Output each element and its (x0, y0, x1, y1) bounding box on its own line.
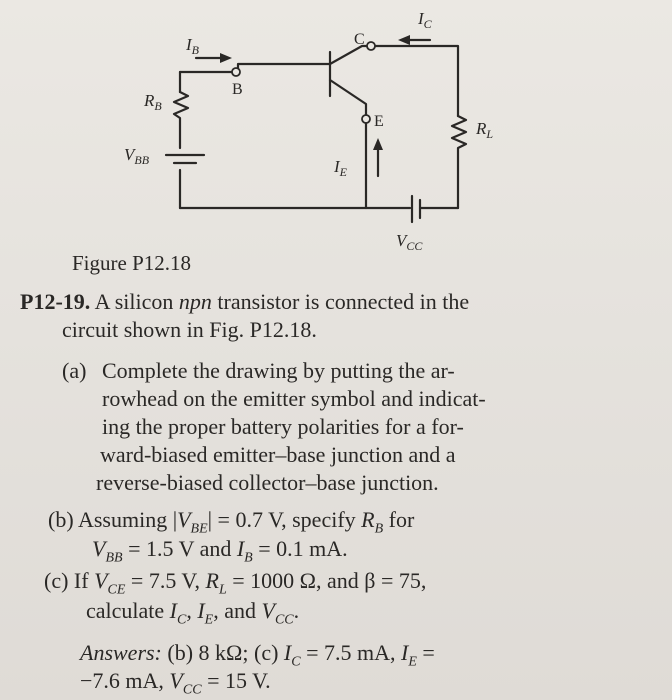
circuit-diagram (0, 0, 672, 270)
part-b-line1: (b) Assuming $|V_{BE}| = 0.7$ V, specify $R_B$ for (48, 507, 415, 537)
label-e: E (374, 113, 384, 130)
base-resistor (174, 92, 188, 148)
figure-caption: Figure P12.18 (72, 251, 192, 275)
label-ic: $I_C$ (418, 9, 432, 31)
part-b-line2: $V_{BB} = 1.5$ V and $I_B = 0.1$ mA. (92, 536, 348, 566)
part-a-line: Complete the drawing by putting the ar- (102, 358, 455, 383)
label-c: C (354, 31, 365, 48)
answers-line1: Answers: (b) 8 kΩ; (c) $I_C = 7.5$ mA, $I_E$ = (80, 640, 435, 670)
label-vcc: $V_{CC}$ (396, 231, 423, 253)
label-b: B (232, 81, 243, 98)
collector-wire (374, 46, 458, 116)
ic-arrowhead (398, 35, 410, 45)
label-ie: $I_E$ (334, 157, 348, 179)
emitter-lead (330, 80, 366, 116)
base-wire (238, 64, 330, 72)
collector-lead (330, 46, 370, 64)
terminal-b (232, 68, 240, 76)
part-a-line: ing the proper battery polarities for a for- (102, 414, 464, 439)
problem-number: P12-19. (20, 289, 91, 314)
label-ib: $I_B$ (186, 35, 200, 57)
ib-arrowhead (220, 53, 232, 63)
part-a-line: ward-biased emitter–base junction and a (100, 442, 456, 467)
part-a-label: (a) (62, 358, 87, 383)
label-rl: $R_L$ (476, 119, 494, 141)
part-c-line2: calculate $I_C$, $I_E$, and $V_{CC}$. (86, 598, 300, 628)
label-vbb: $V_{BB}$ (124, 145, 150, 167)
answers-line2: −7.6 mA, $V_{CC} = 15$ V. (80, 668, 271, 698)
problem-intro-line1: P12-19. A silicon npn transistor is connected in the (20, 289, 470, 314)
part-a-line: reverse-biased collector–base junction. (96, 470, 439, 495)
part-c-line1: (c) If $V_{CE} = 7.5$ V, $R_L = 1000$ Ω, and β = 75, (44, 568, 427, 598)
answers-label: Answers: (80, 640, 162, 665)
part-a-line: rowhead on the emitter symbol and indicat- (102, 386, 486, 411)
label-rb: $R_B$ (144, 91, 162, 113)
problem-intro-line2: circuit shown in Fig. P12.18. (62, 317, 317, 342)
ie-arrowhead (373, 138, 383, 150)
terminal-e (362, 115, 370, 123)
load-resistor (452, 116, 466, 208)
terminal-c (367, 42, 375, 50)
